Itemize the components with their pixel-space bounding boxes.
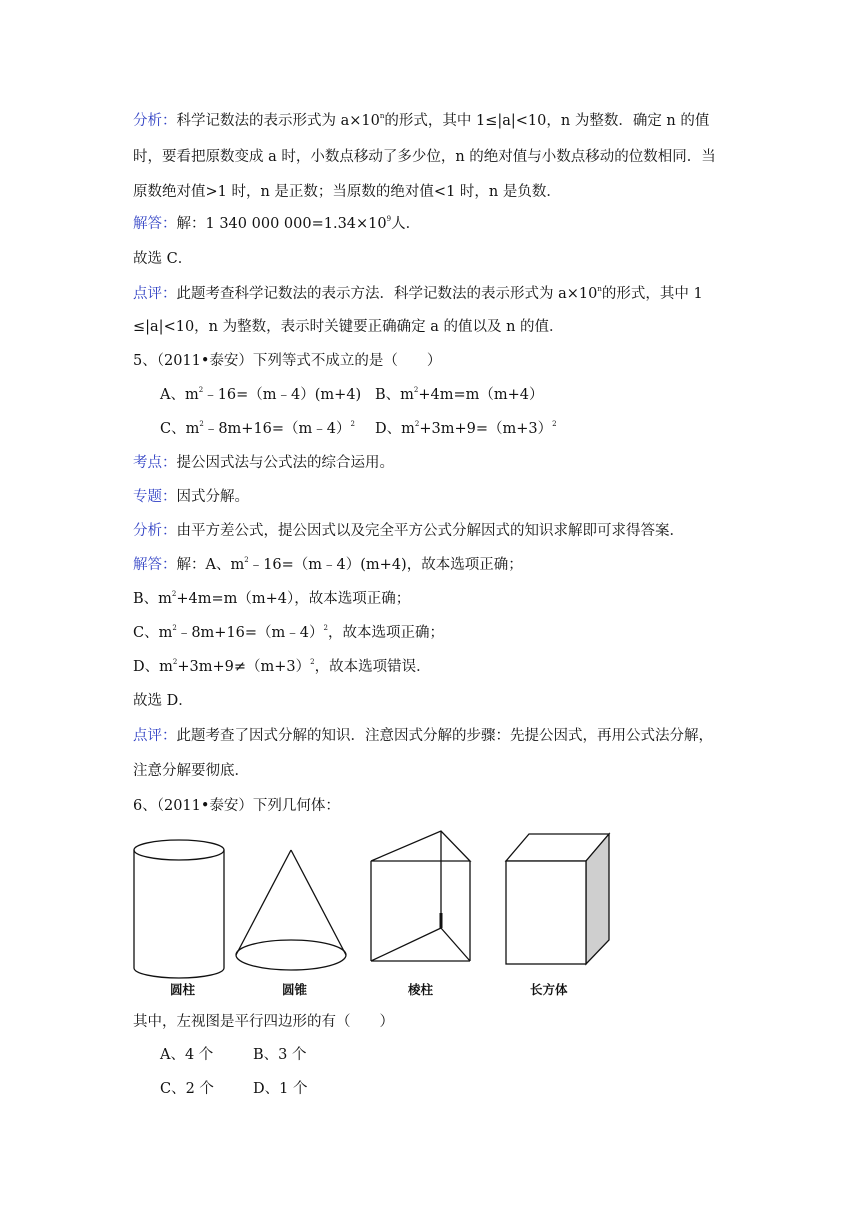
- q4-analysis-line1: 分析：科学记数法的表示形式为 $a\times 10^n$的形式，其中 1≤|a|<10，n 为整数．确定 n 的值: [133, 112, 710, 129]
- geometry-figures: [125, 828, 625, 1003]
- answer-label: 解答：: [133, 557, 177, 573]
- label-cone: 圆锥: [282, 982, 308, 997]
- q5-answer-line4: D、$m^2+3m+9\ne(m+3)^2$，故本选项错误．: [133, 658, 431, 675]
- q6-option-d: D、1 个: [253, 1081, 308, 1097]
- point-label: 考点：: [133, 455, 177, 471]
- q5-answer-line2: B、$m^2+4m=m(m+4)$，故本选项正确；: [133, 590, 411, 607]
- q5-stem: 5、（2011•泰安）下列等式不成立的是（ ）: [133, 353, 442, 369]
- q5-topic: 专题：因式分解。: [133, 489, 249, 505]
- comment-label: 点评：: [133, 728, 177, 744]
- q6-option-c: C、2 个: [160, 1081, 214, 1097]
- q6-question: 其中，左视图是平行四边形的有（ ）: [133, 1014, 394, 1030]
- q5-option-b: B、$m^2+4m=m(m+4)$: [375, 386, 544, 403]
- q5-option-a: A、$m^2﹣16=(m﹣4)(m+4)$: [160, 386, 362, 403]
- analysis-label: 分析：: [133, 523, 177, 539]
- q4-choice: 故选 C．: [133, 251, 193, 267]
- q5-option-c: C、$m^2﹣8m+16=(m﹣4)^2$: [160, 420, 355, 437]
- topic-label: 专题：: [133, 489, 177, 505]
- q5-comment-line1: 点评：此题考查了因式分解的知识．注意因式分解的步骤：先提公因式，再用公式法分解，: [133, 728, 713, 744]
- q4-answer: 解答：解：1 340 000 $000=1.34\times 10^9$人．: [133, 215, 421, 232]
- q5-analysis: 分析：由平方差公式，提公因式以及完全平方公式分解因式的知识求解即可求得答案．: [133, 523, 684, 539]
- label-cuboid: 长方体: [530, 982, 568, 997]
- q5-comment-line2: 注意分解要彻底．: [133, 763, 249, 779]
- comment-label: 点评：: [133, 286, 177, 302]
- label-prism: 棱柱: [408, 982, 434, 997]
- q5-answer-line3: C、$m^2﹣8m+16=(m﹣4)^2$，故本选项正确；: [133, 624, 444, 641]
- cone-figure: [236, 850, 346, 970]
- q6-option-b: B、3 个: [253, 1047, 307, 1063]
- q4-analysis-line2: 时，要看把原数变成 a 时，小数点移动了多少位，n 的绝对值与小数点移动的位数相同．当: [133, 149, 716, 165]
- q4-analysis-line3: 原数绝对值>1 时，n 是正数；当原数的绝对值<1 时，n 是负数．: [133, 184, 561, 200]
- q4-comment-line1: 点评：此题考查科学记数法的表示方法．科学记数法的表示形式为 $a\times 10^n$的形式，其中 1: [133, 285, 703, 302]
- q5-option-d: D、$m^2+3m+9=(m+3)^2$: [375, 420, 557, 437]
- analysis-label: 分析：: [133, 113, 177, 129]
- q5-answer-line1: 解答：解：A、$m^2﹣16=(m﹣4)(m+4)$，故本选项正确；: [133, 556, 523, 573]
- answer-label: 解答：: [133, 216, 177, 232]
- cuboid-figure: [506, 834, 609, 964]
- label-cylinder: 圆柱: [170, 982, 196, 997]
- q4-comment-line2: ≤|a|<10，n 为整数，表示时关键要正确确定 a 的值以及 n 的值．: [133, 319, 564, 335]
- q6-stem: 6、（2011•泰安）下列几何体：: [133, 798, 340, 814]
- q6-option-a: A、4 个: [160, 1047, 214, 1063]
- q5-point: 考点：提公因式法与公式法的综合运用。: [133, 455, 394, 471]
- cylinder-figure: [134, 840, 224, 978]
- prism-figure: [371, 831, 470, 961]
- q5-choice: 故选 D．: [133, 693, 193, 709]
